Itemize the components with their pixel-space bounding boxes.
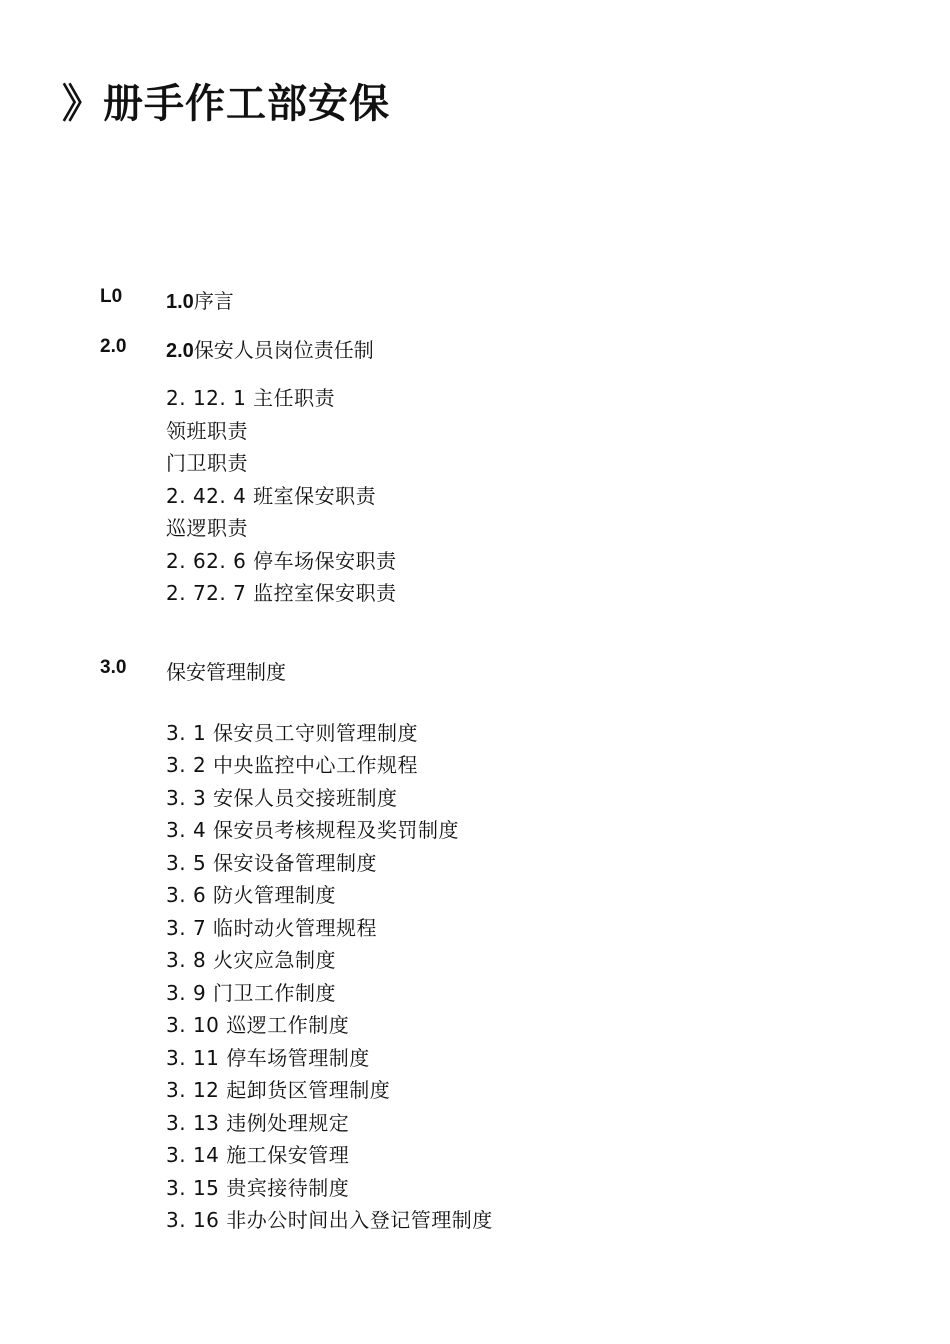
list-item: 2. 42. 4 班室保安职责 [166, 484, 377, 508]
section-2-heading-number: 2.0 [166, 340, 194, 362]
list-item: 领班职责 [166, 419, 248, 443]
list-item: 3. 6 防火管理制度 [166, 883, 337, 907]
list-item: 3. 12 起卸货区管理制度 [166, 1078, 391, 1102]
section-1-heading-number: 1.0 [166, 291, 194, 313]
list-item: 3. 2 中央监控中心工作规程 [166, 753, 419, 777]
list-item: 2. 72. 7 监控室保安职责 [166, 581, 397, 605]
section-3-heading-text: 保安管理制度 [166, 660, 286, 684]
list-item: 3. 7 临时动火管理规程 [166, 916, 378, 940]
section-1-heading [166, 285, 234, 314]
section-2-heading-text: 保安人员岗位责任制 [193, 338, 374, 362]
list-item: 门卫职责 [166, 451, 248, 475]
list-item: 3. 3 安保人员交接班制度 [166, 786, 398, 810]
list-item: 3. 9 门卫工作制度 [166, 981, 337, 1005]
list-item: 3. 14 施工保安管理 [166, 1143, 350, 1167]
list-item: 2. 12. 1 主任职责 [166, 386, 336, 410]
list-item: 2. 62. 6 停车场保安职责 [166, 549, 397, 573]
section-1-heading-text: 序言 [193, 289, 234, 313]
list-item: 3. 16 非办公时间出入登记管理制度 [166, 1208, 493, 1232]
list-item: 巡逻职责 [166, 516, 248, 540]
section-2-number: 2.0 [100, 336, 127, 357]
list-item: 3. 15 贵宾接待制度 [166, 1176, 350, 1200]
section-1-number: L0 [100, 286, 123, 307]
list-item: 3. 10 巡逻工作制度 [166, 1013, 350, 1037]
section-3-number: 3.0 [100, 657, 127, 678]
list-item: 3. 1 保安员工守则管理制度 [166, 721, 419, 745]
list-item: 3. 13 违例处理规定 [166, 1111, 350, 1135]
section-3-heading [166, 656, 286, 685]
list-item: 3. 4 保安员考核规程及奖罚制度 [166, 818, 460, 842]
list-item: 3. 5 保安设备管理制度 [166, 851, 378, 875]
section-2-heading [166, 334, 374, 363]
list-item: 3. 11 停车场管理制度 [166, 1046, 370, 1070]
document-title: 》册手作工部安保 [62, 81, 390, 127]
list-item: 3. 8 火灾应急制度 [166, 948, 337, 972]
